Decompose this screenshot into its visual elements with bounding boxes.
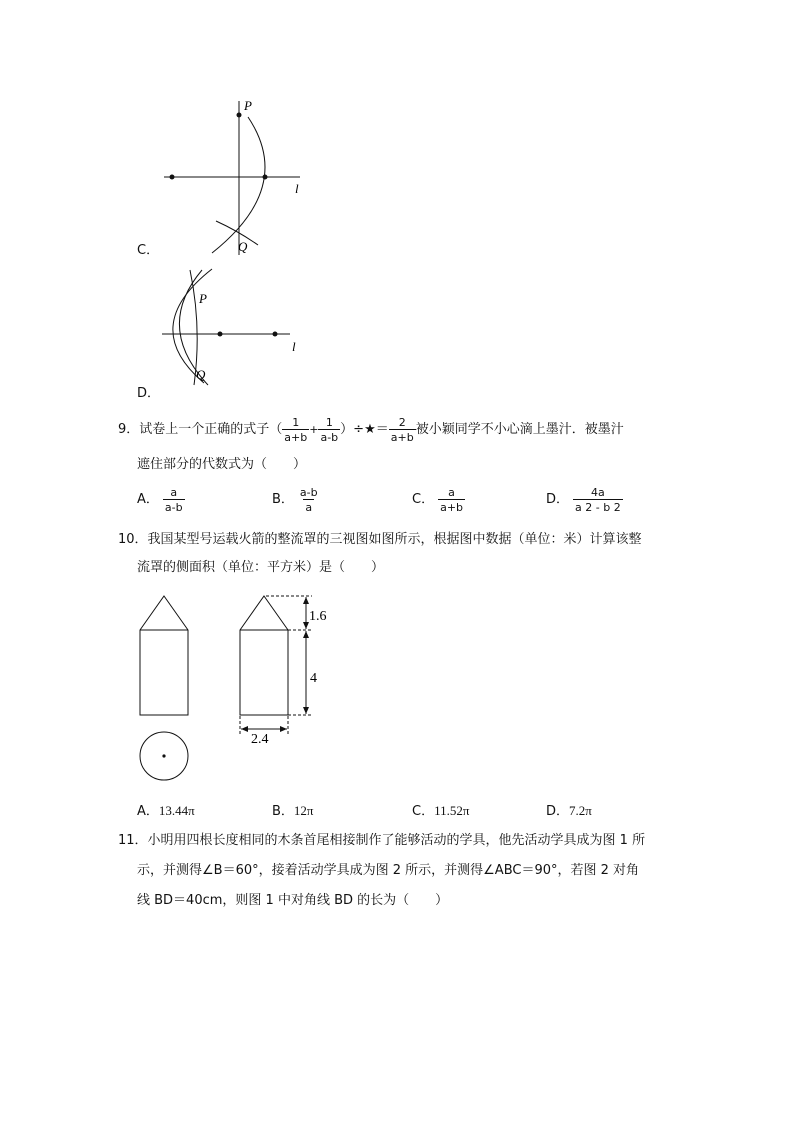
point-q-label: Q [196,367,206,382]
line-l-label: l [295,181,299,196]
side-view [240,596,288,715]
point-p-label: P [199,291,207,306]
q9-option-a: A． $\frac{a}{a-b}$ [137,486,183,514]
q10-option-c: C．11.52π [412,803,470,819]
option-d-fraction: $\frac{4a}{a 2 - b 2}$ [575,486,621,514]
question-11-line-2: 示，并测得∠B＝60°，接着活动学具成为图 2 所示，并测得∠ABC＝90°，若图 2 对角 [137,863,640,878]
q9-option-c: C． $\frac{a}{a+b}$ [412,486,464,514]
option-c-label: C． [137,243,160,258]
plus-sign: + [309,423,319,436]
question-9-number: 9． [118,422,140,437]
question-9-text-after: 被小颖同学不小心滴上墨汁．被墨汁 [415,422,624,437]
dimension-label-top: 1.6 [309,609,327,624]
fraction-3: $\frac{2}{a+b}$ [390,416,414,444]
q10-option-b: B．12π [272,803,314,819]
dimension-label-side: 4 [310,671,317,686]
question-11-line-3: 线 BD＝40cm，则图 1 中对角线 BD 的长为（ ） [137,893,449,908]
front-view [140,596,188,715]
option-b-fraction: $\frac{a-b}{a}$ [299,486,318,514]
figure-d [150,265,310,390]
option-c-fraction: $\frac{a}{a+b}$ [440,486,464,514]
figure-c [150,95,320,260]
option-d-label: D． [137,386,161,401]
line-l-label: l [292,339,296,354]
dimension-label-bottom: 2.4 [251,732,269,747]
option-a-fraction: $\frac{a}{a-b}$ [164,486,183,514]
question-11-line-1: 11．小明用四根长度相同的木条首尾相接制作了能够活动的学具，他先活动学具成为图 1 所 [118,833,646,848]
fraction-2: $\frac{1}{a-b}$ [320,416,339,444]
fraction-1: $\frac{1}{a+b}$ [284,416,308,444]
question-10-line-1: 10．我国某型号运载火箭的整流罩的三视图如图所示，根据图中数据（单位：米）计算该整 [118,532,642,547]
question-9-line-2: 遮住部分的代数式为（ ） [137,457,307,472]
point-q-label: Q [238,239,248,254]
question-10-line-2: 流罩的侧面积（单位：平方米）是（ ） [137,560,385,575]
question-9-text-before: 试卷上一个正确的式子（ [139,422,283,437]
question-9-text-middle: ）÷★＝ [340,422,389,437]
q10-option-a: A．13.44π [137,803,195,819]
q10-option-d: D．7.2π [546,803,592,819]
question-9-line-1 [118,412,624,448]
point-p-label: P [244,98,252,113]
q9-option-b: B． $\frac{a-b}{a}$ [272,486,318,514]
three-view-figure [130,590,340,790]
q9-option-d: D． $\frac{4a}{a 2 - b 2}$ [546,486,621,514]
